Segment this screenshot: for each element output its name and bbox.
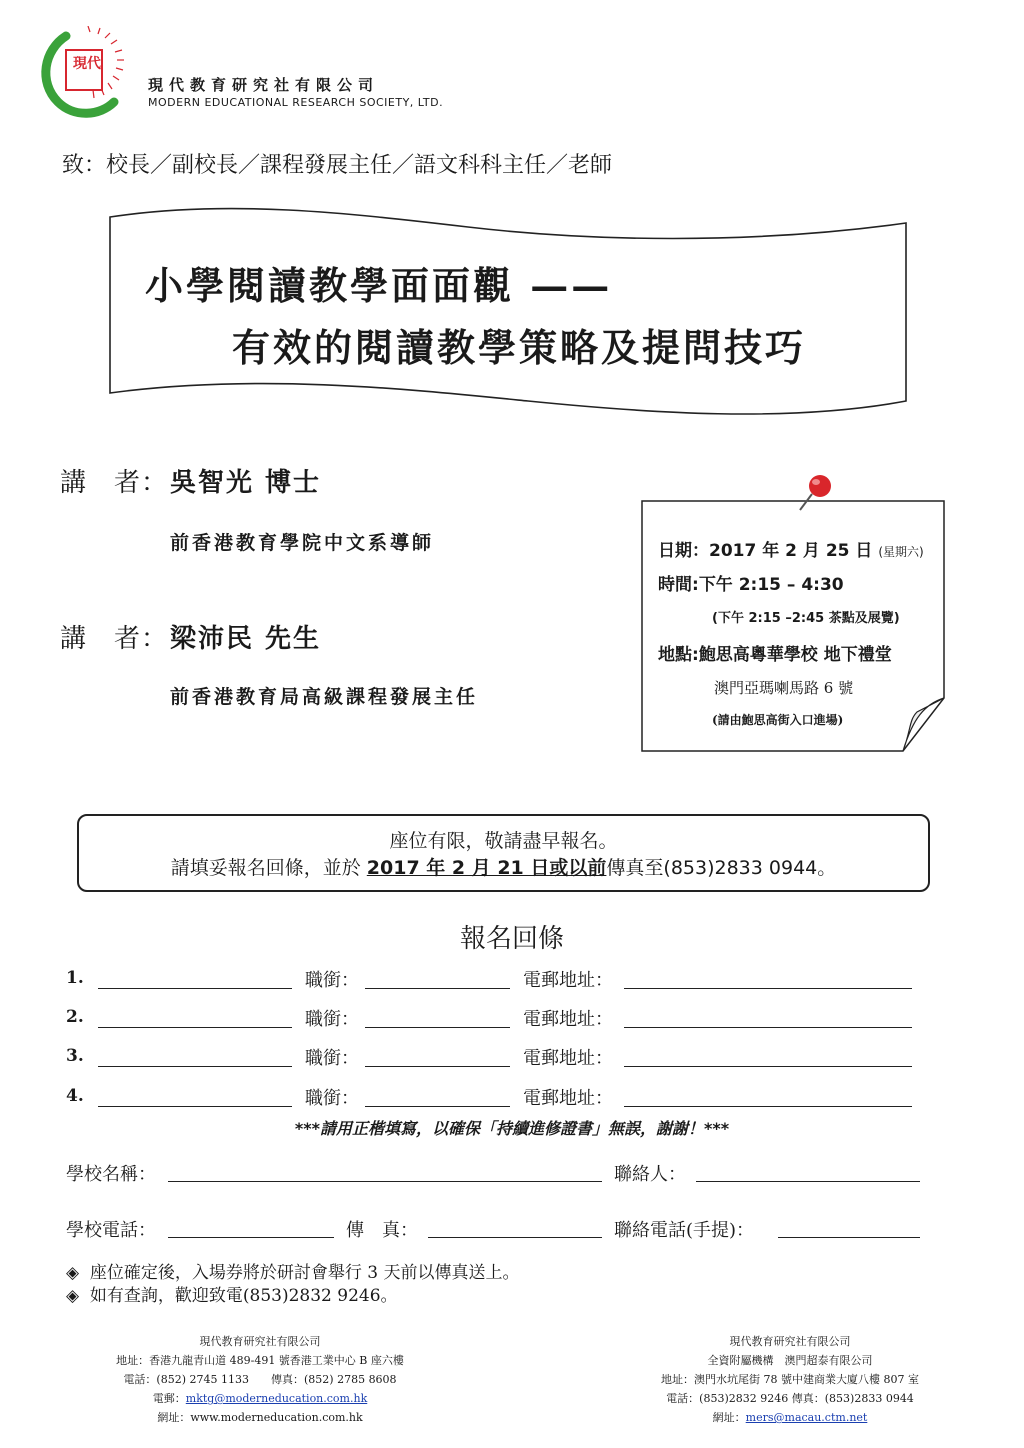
website-link[interactable]: mers@macau.ctm.net [745,1411,868,1424]
school-phone-field[interactable] [168,1237,334,1238]
school-phone-label: 學校電話： [66,1220,156,1241]
event-date [658,536,924,561]
email-link[interactable]: mktg@moderneducation.com.hk [185,1392,368,1405]
name-field[interactable] [98,988,292,989]
notice-line2 [79,853,928,880]
footer-hk [60,1332,460,1427]
footer-phone-fax: 電話：(852) 2745 1133 傳真：(852) 2785 8608 [123,1373,397,1386]
email-label: 電郵地址： [523,1088,613,1109]
fax-label: 傳 真： [346,1220,418,1241]
date-label: 日期： [658,541,709,561]
footer-website: 網址：www.moderneducation.com.hk [157,1411,363,1424]
email-field[interactable] [624,1027,912,1028]
event-time [658,570,844,595]
event-title-line2: 有效的閱讀教學策略及提問技巧 [232,325,807,370]
registration-notice [77,814,930,892]
name-field[interactable] [98,1106,292,1107]
speaker-label: 講 者： [60,468,169,498]
position-field[interactable] [365,1106,510,1107]
email-field[interactable] [624,1066,912,1067]
time-label: 時間: [658,575,699,595]
position-label: 職銜： [305,1088,359,1109]
name-field[interactable] [98,1027,292,1028]
footer-email-label: 電郵： [152,1392,186,1405]
contact-label: 聯絡人： [614,1164,686,1185]
company-name-en: MODERN EDUCATIONAL RESEARCH SOCIETY, LTD. [148,96,444,109]
venue-address: 澳門亞瑪喇馬路 6 號 [714,679,854,697]
event-title-line1: 小學閱讀教學面面觀 —— [145,263,613,308]
position-label: 職銜： [305,970,359,991]
date-value: 2017 年 2 月 25 日 [709,541,873,561]
position-field[interactable] [365,1066,510,1067]
time-value: 下午 2:15 – 4:30 [698,575,844,595]
contact-field[interactable] [696,1181,920,1182]
fax-field[interactable] [428,1237,602,1238]
title-banner [108,205,910,415]
notice-suffix: 傳真至(853)2833 0944。 [606,857,837,879]
footer-company: 現代教育研究社有限公司 [729,1335,851,1348]
row-number: 3. [66,1046,84,1066]
diamond-bullet-icon: ◈ [66,1263,80,1283]
bullet-item [66,1258,520,1283]
footer-website-label: 網址： [712,1411,746,1424]
bullet-text: 如有查詢，歡迎致電(853)2832 9246。 [89,1286,398,1306]
notice-deadline: 2017 年 2 月 21 日或以前 [366,857,607,879]
footer-address: 地址：澳門水坑尾街 78 號中建商業大廈八樓 807 室 [661,1373,919,1386]
footer-company: 現代教育研究社有限公司 [199,1335,321,1348]
venue-label: 地點: [658,645,699,665]
speaker-name: 梁沛民 先生 [170,624,322,654]
recipients-line: 致：校長／副校長／課程發展主任／語文科科主任／老師 [62,153,613,178]
row-number: 1. [66,968,84,988]
reminder-note: ***請用正楷填寫，以確保「持續進修證書」無誤，謝謝！*** [294,1119,730,1138]
speaker-label: 講 者： [60,624,169,654]
email-label: 電郵地址： [523,1009,613,1030]
speaker-role: 前香港教育局高級課程發展主任 [170,686,479,708]
entrance-note: (請由鮑思高街入口進場) [712,713,844,727]
footer-website [590,1408,990,1427]
logo-text: 現代 [73,56,101,72]
notice-prefix: 請填妥報名回條，並於 [170,857,367,879]
company-logo [38,26,138,122]
event-venue [658,640,892,665]
diamond-bullet-icon: ◈ [66,1286,80,1306]
email-field[interactable] [624,988,912,989]
email-label: 電郵地址： [523,970,613,991]
position-label: 職銜： [305,1009,359,1030]
tea-note: (下午 2:15 –2:45 茶點及展覽) [712,611,900,626]
email-label: 電郵地址： [523,1048,613,1069]
position-field[interactable] [365,988,510,989]
footer-email [60,1389,460,1408]
bullet-item [66,1281,398,1306]
speaker-name: 吳智光 博士 [170,468,322,498]
pushpin-icon [790,470,838,518]
footer-phone-fax: 電話：(853)2832 9246 傳真：(853)2833 0944 [666,1392,914,1405]
school-name-label: 學校名稱： [66,1164,156,1185]
position-field[interactable] [365,1027,510,1028]
row-number: 4. [66,1086,84,1106]
position-label: 職銜： [305,1048,359,1069]
email-field[interactable] [624,1106,912,1107]
footer-address: 地址：香港九龍青山道 489-491 號香港工業中心 B 座六樓 [116,1354,404,1367]
date-weekday: (星期六) [878,545,924,559]
footer-macau [590,1332,990,1427]
form-title: 報名回條 [459,924,564,954]
row-number: 2. [66,1007,84,1027]
mobile-label: 聯絡電話(手提)： [614,1220,755,1241]
bullet-text: 座位確定後，入場券將於研討會舉行 3 天前以傳真送上。 [89,1263,520,1283]
name-field[interactable] [98,1066,292,1067]
footer-subsidiary: 全資附屬機構 澳門超泰有限公司 [707,1354,873,1367]
mobile-field[interactable] [778,1237,920,1238]
notice-line1: 座位有限，敬請盡早報名。 [389,830,618,852]
venue-value: 鮑思高粵華學校 地下禮堂 [698,645,892,665]
company-name-cn: 現代教育研究社有限公司 [148,76,380,94]
speaker-role: 前香港教育學院中文系導師 [170,532,435,554]
school-name-field[interactable] [168,1181,602,1182]
